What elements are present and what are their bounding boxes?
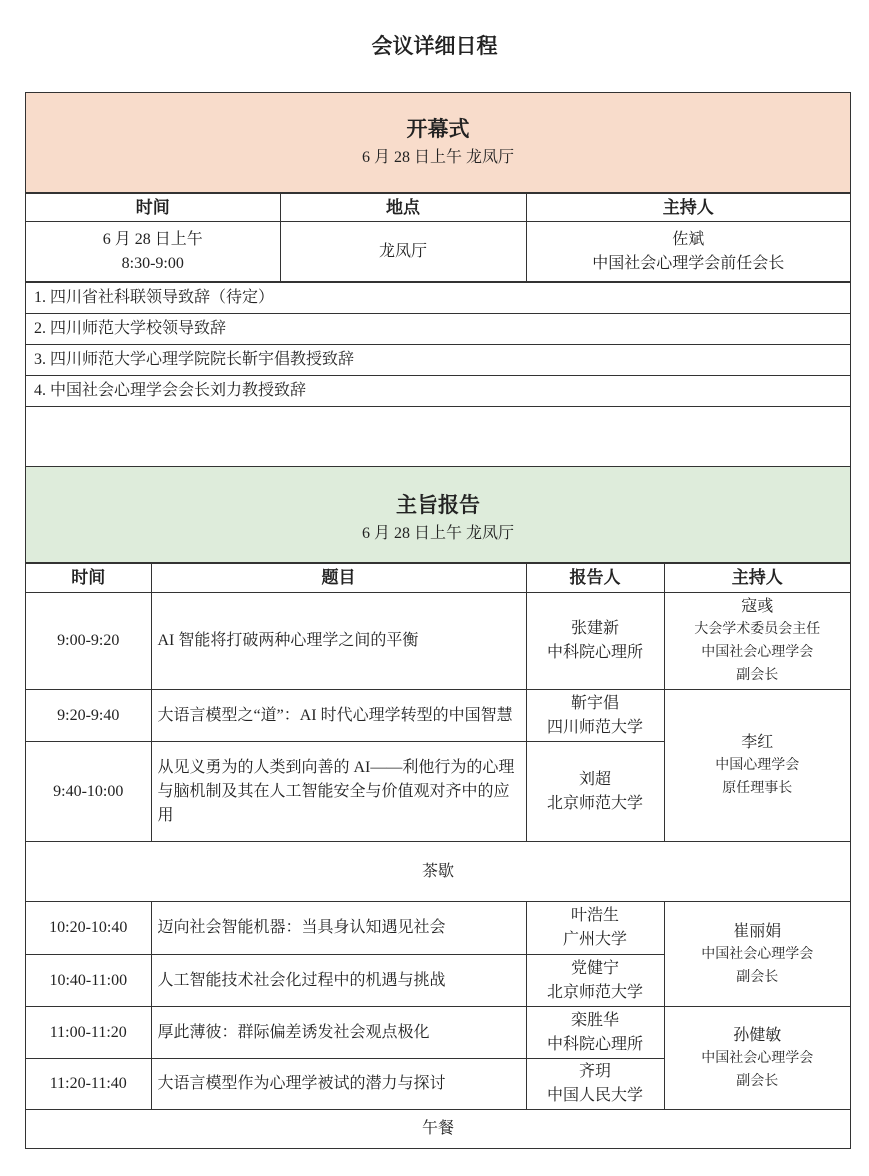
schedule-table [25,92,851,1149]
host-title: 中国社会心理学会 [701,946,814,962]
talk-topic: 从见义勇为的人类到向善的 AI——利他行为的心理与脑机制及其在人工智能安全与价值观对齐中的应用 [151,742,526,842]
opening-table [26,193,850,282]
header-host: 主持人 [664,564,850,593]
spacer-row [26,407,850,467]
header-speaker: 报告人 [526,564,664,593]
opening-venue: 龙凤厅 [280,222,526,282]
host-title: 副会长 [736,1073,779,1089]
speaker-name: 齐玥 [578,1063,611,1080]
session-host [664,690,850,842]
speaker-affiliation: 中科院心理所 [546,1035,643,1053]
header-venue: 地点 [280,194,526,222]
opening-subheading: 6 月 28 日上午 龙凤厅 [361,149,514,166]
lunch-row: 午餐 [26,1110,850,1148]
header-time: 时间 [26,564,151,593]
host-title: 中国社会心理学会 [701,645,814,660]
host-title: 大会学术委员会主任 [694,622,821,637]
speaker-affiliation: 中科院心理所 [546,644,643,661]
session-host [664,902,850,1007]
table-row [26,1007,850,1059]
talk-time: 9:20-9:40 [26,690,151,742]
speaker-affiliation: 中国人民大学 [546,1087,643,1104]
host-title: 中国社会心理学会前任会长 [592,254,785,272]
host-name: 孙健敏 [733,1026,782,1044]
speaker-name: 栾胜华 [570,1011,619,1029]
speaker-name: 党健宁 [570,959,619,977]
talk-time: 11:00-11:20 [26,1007,151,1059]
opening-section-header [26,93,850,193]
talk-topic: 迈向社会智能机器：当具身认知遇见社会 [151,902,526,955]
table-row [26,690,850,742]
opening-date: 6 月 28 日上午 [102,230,203,248]
speaker-affiliation: 北京师范大学 [546,794,643,812]
talk-topic: 大语言模型作为心理学被试的潜力与探讨 [151,1059,526,1110]
header-time: 时间 [26,194,280,222]
page-title: 会议详细日程 [371,35,498,58]
talk-speaker [526,690,664,742]
opening-host [526,222,850,282]
talk-time: 11:20-11:40 [26,1059,151,1110]
header-host: 主持人 [526,194,850,222]
table-row [26,593,850,690]
host-title: 中国心理学会 [715,758,800,773]
speaker-name: 张建新 [570,620,619,637]
talk-time: 9:40-10:00 [26,742,151,842]
keynote-table [26,563,850,1148]
tea-break-row: 茶歇 [26,842,850,902]
host-title: 原任理事长 [722,781,793,796]
talk-time: 10:20-10:40 [26,902,151,955]
talk-speaker [526,742,664,842]
speaker-name: 刘超 [578,770,611,788]
talk-topic: 大语言模型之“道”：AI 时代心理学转型的中国智慧 [151,690,526,742]
talk-speaker [526,1007,664,1059]
keynote-subheading: 6 月 28 日上午 龙凤厅 [361,525,514,542]
talk-topic: 人工智能技术社会化过程中的机遇与挑战 [151,955,526,1007]
host-name: 佐斌 [672,230,705,248]
opening-item: 1. 四川省社科联领导致辞（待定） [26,283,850,314]
opening-item: 3. 四川师范大学心理学院院长靳宇倡教授致辞 [26,345,850,376]
session-host [664,1007,850,1110]
opening-hours: 8:30-9:00 [121,254,184,272]
talk-topic: AI 智能将打破两种心理学之间的平衡 [151,593,526,690]
speaker-name: 靳宇倡 [570,694,619,712]
host-name: 崔丽娟 [733,922,782,940]
talk-speaker [526,1059,664,1110]
header-topic: 题目 [151,564,526,593]
talk-time: 10:40-11:00 [26,955,151,1007]
host-name: 李红 [741,734,774,751]
keynote-heading: 主旨报告 [396,494,480,517]
speaker-name: 叶浩生 [570,907,619,924]
opening-item: 2. 四川师范大学校领导致辞 [26,314,850,345]
opening-time [26,222,280,282]
host-title: 中国社会心理学会 [701,1050,814,1066]
talk-topic: 厚此薄彼：群际偏差诱发社会观点极化 [151,1007,526,1059]
host-title: 副会长 [736,668,779,683]
keynote-section-header [26,467,850,563]
session-host [664,593,850,690]
speaker-affiliation: 广州大学 [562,931,627,948]
speaker-affiliation: 四川师范大学 [546,718,643,736]
host-name: 寇彧 [741,598,774,615]
opening-item: 4. 中国社会心理学会会长刘力教授致辞 [26,376,850,407]
talk-speaker [526,902,664,955]
speaker-affiliation: 北京师范大学 [546,983,643,1001]
opening-heading: 开幕式 [406,118,470,141]
host-title: 副会长 [736,969,779,985]
table-row [26,902,850,955]
talk-time: 9:00-9:20 [26,593,151,690]
talk-speaker [526,593,664,690]
talk-speaker [526,955,664,1007]
